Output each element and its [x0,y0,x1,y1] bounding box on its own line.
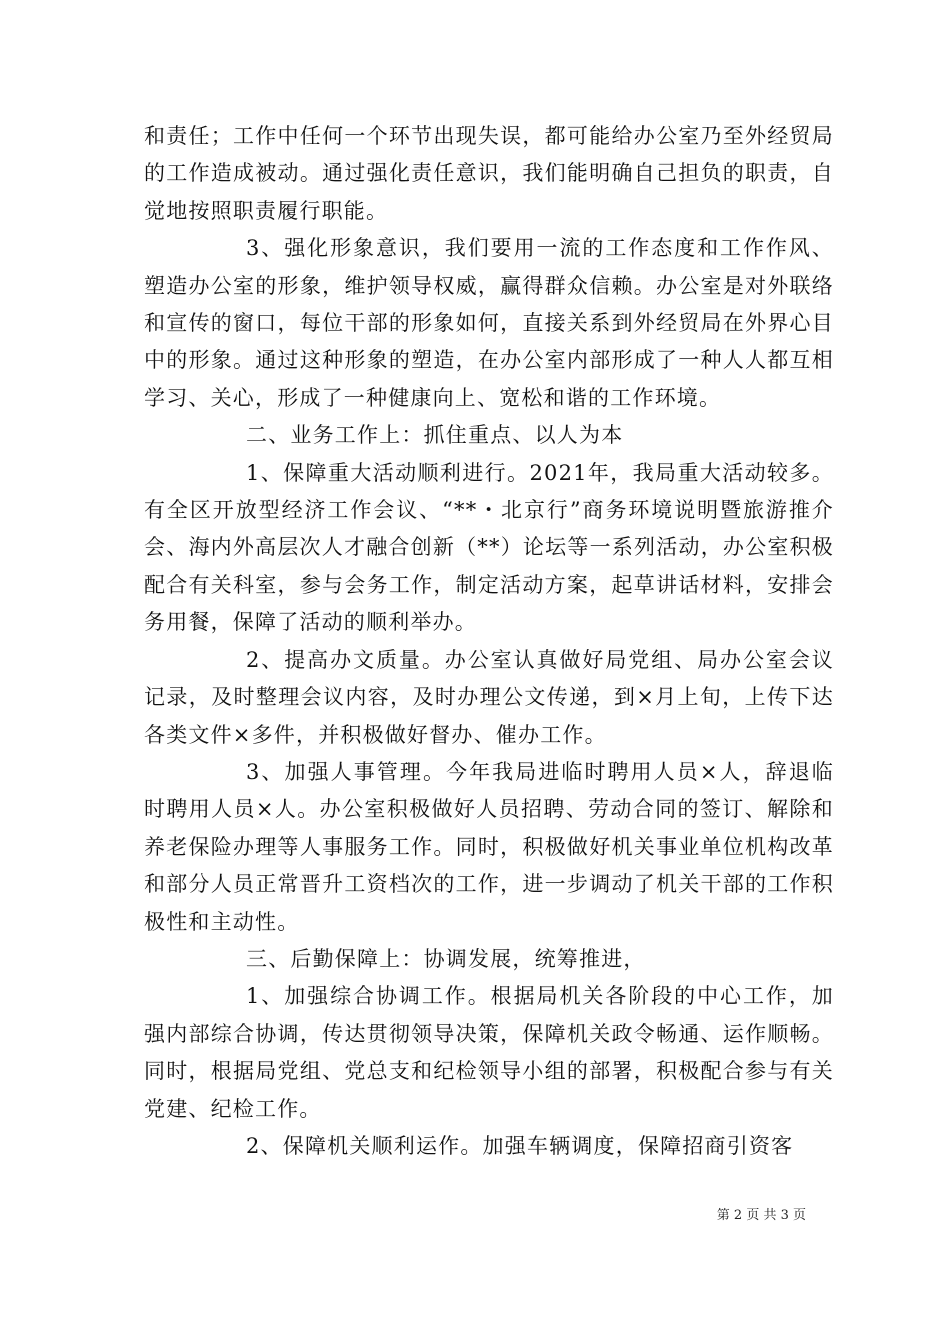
paragraph-document-quality: 2、提高办文质量。办公室认真做好局党组、局办公室会议记录，及时整理会议内容，及时办理公文传递，到×月上旬，上传下达各类文件×多件，并积极做好督办、催办工作。 [144,647,834,747]
paragraph-operations: 2、保障机关顺利运作。加强车辆调度，保障招商引资客 [246,1133,794,1158]
paragraph-major-activities: 1、保障重大活动顺利进行。2021年，我局重大活动较多。有全区开放型经济工作会议、“**・北京行”商务环境说明暨旅游推介会、海内外高层次人才融合创新（**）论坛等一系列活动，办公室积极配合有关科室，参与会务工作，制定活动方案，起草讲话材料，安排会务用餐，保障了活动的顺利举办。 [144,460,834,635]
paragraph-image-awareness: 3、强化形象意识，我们要用一流的工作态度和工作作风、塑造办公室的形象，维护领导权威，赢得群众信赖。办公室是对外联络和宣传的窗口，每位干部的形象如何，直接关系到外经贸局在外界心目中的形象。通过这种形象的塑造，在办公室内部形成了一种人人都互相学习、关心，形成了一种健康向上、宽松和谐的工作环境。 [144,236,834,410]
paragraph-personnel-management: 3、加强人事管理。今年我局进临时聘用人员×人，辞退临时聘用人员×人。办公室积极做好人员招聘、劳动合同的签订、解除和养老保险办理等人事服务工作。同时，积极做好机关事业单位机构改革和部分人员正常晋升工资档次的工作，进一步调动了机关干部的工作积极性和主动性。 [144,759,834,934]
document-body [144,118,834,1165]
section-heading-business-work: 二、业务工作上：抓住重点、以人为本 [246,423,624,448]
paragraph-coordination: 1、加强综合协调工作。根据局机关各阶段的中心工作，加强内部综合协调，传达贯彻领导决策，保障机关政令畅通、运作顺畅。同时，根据局党组、党总支和纪检领导小组的部署，积极配合参与有关党建、纪检工作。 [144,984,834,1121]
paragraph-continuation: 和责任；工作中任何一个环节出现失误，都可能给办公室乃至外经贸局的工作造成被动。通过强化责任意识，我们能明确自己担负的职责，自觉地按照职责履行职能。 [144,124,834,223]
page-number-footer: 第 2 页 共 3 页 [716,1208,806,1223]
section-heading-logistics: 三、后勤保障上：协调发展，统筹推进， [246,946,646,971]
